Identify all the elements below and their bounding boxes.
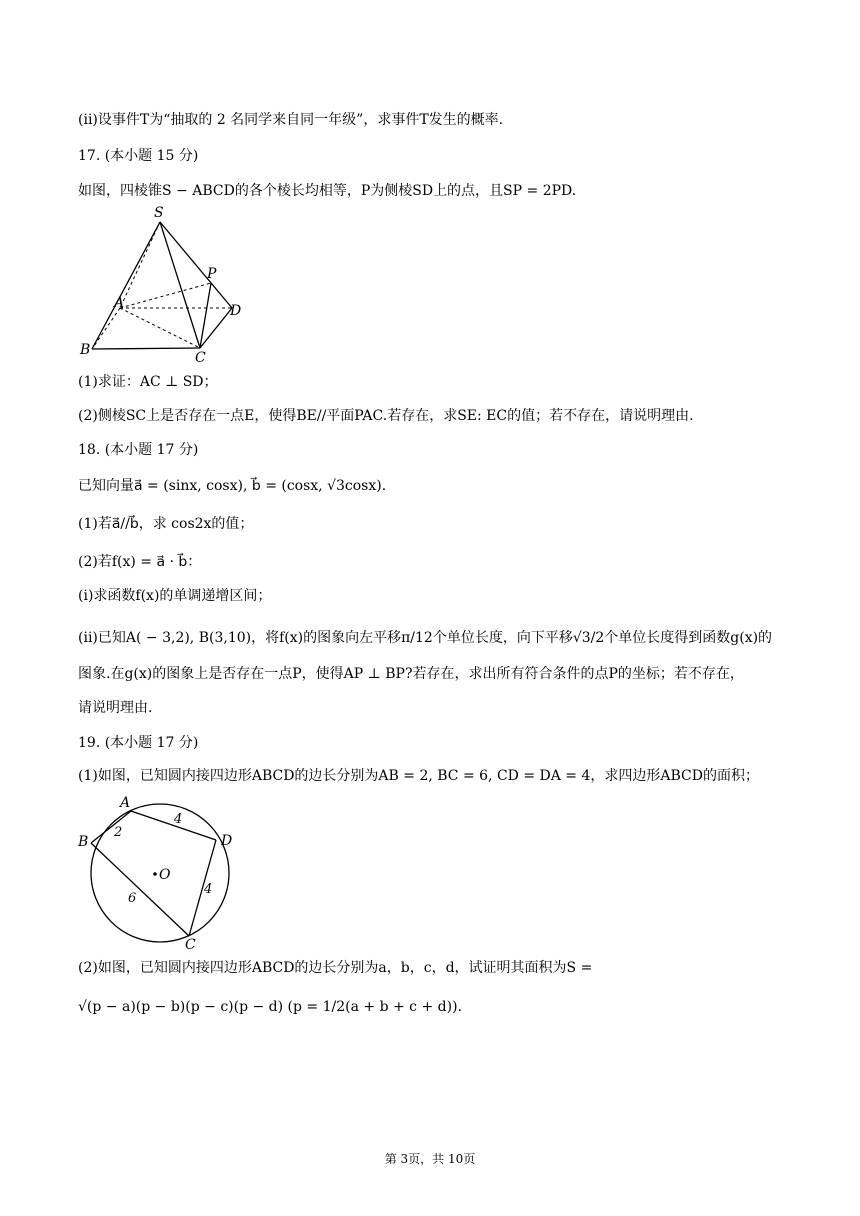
side-cd: 4 xyxy=(204,882,213,897)
question-19-part-2: (2)如图，已知圆内接四边形ABCD的边长分别为a，b，c，d，试证明其面积为S = xyxy=(78,960,593,976)
side-bc: 6 xyxy=(128,891,137,906)
label-C: C xyxy=(195,350,206,365)
question-18-part-2-i: (i)求函数f(x)的单调递增区间； xyxy=(78,588,272,604)
question-17-text: 如图，四棱锥S − ABCD的各个棱长均相等，P为侧棱SD上的点，且SP = 2PD. xyxy=(78,183,577,199)
question-18-part-1: (1)若a⃗//b⃗，求 cos2x的值； xyxy=(78,516,254,532)
label-D: D xyxy=(230,303,242,319)
question-18-part-2-ii-end: 请说明理由. xyxy=(78,700,153,716)
cyclic-quadrilateral-figure xyxy=(76,790,246,950)
label-P: P xyxy=(207,266,217,282)
label-B: B xyxy=(80,342,91,358)
label-B: B xyxy=(78,834,89,850)
question-19-part-1: (1)如图，已知圆内接四边形ABCD的边长分别为AB = 2, BC = 6, CD = DA = 4，求四边形ABCD的面积； xyxy=(78,768,759,784)
question-18-header: 18. (本小题 17 分) xyxy=(78,442,199,458)
question-19-header: 19. (本小题 17 分) xyxy=(78,735,199,751)
question-18-part-2-ii-cont: 图象.在g(x)的图象上是否存在一点P，使得AP ⊥ BP?若存在，求出所有符合条件的点P的坐标；若不存在， xyxy=(78,666,744,682)
side-ad: 4 xyxy=(174,812,183,827)
label-A: A xyxy=(120,795,131,811)
question-17-part-2: (2)侧棱SC上是否存在一点E，使得BE//平面PAC.若存在，求SE: EC的值；若不存在，请说明理由. xyxy=(78,408,694,424)
question-17-part-1: (1)求证：AC ⊥ SD； xyxy=(78,374,218,390)
question-19-formula: √(p − a)(p − b)(p − c)(p − d) (p = 1/2(a + b + c + d)). xyxy=(78,999,462,1015)
question-18-part-2-ii: (ii)已知A( − 3,2), B(3,10)，将f(x)的图象向左平移π/12个单位长度，向下平移√3/2个单位长度得到函数g(x)的 xyxy=(78,630,773,646)
pyramid-figure xyxy=(78,200,258,365)
label-O: O xyxy=(159,867,171,883)
question-18-text: 已知向量a⃗ = (sinx, cosx), b⃗ = (cosx, √3cosx). xyxy=(78,478,387,494)
side-ab: 2 xyxy=(114,825,123,840)
question-18-part-2: (2)若f(x) = a⃗ · b⃗： xyxy=(78,554,202,570)
label-S: S xyxy=(154,205,164,221)
label-C: C xyxy=(185,937,196,950)
question-17-header: 17. (本小题 15 分) xyxy=(78,148,199,164)
text-line: (ii)设事件T为“抽取的 2 名同学来自同一年级”，求事件T发生的概率. xyxy=(78,112,504,128)
page-footer: 第 3页，共 10页 xyxy=(384,1152,476,1166)
label-A: A xyxy=(114,295,125,311)
label-D: D xyxy=(221,833,233,849)
